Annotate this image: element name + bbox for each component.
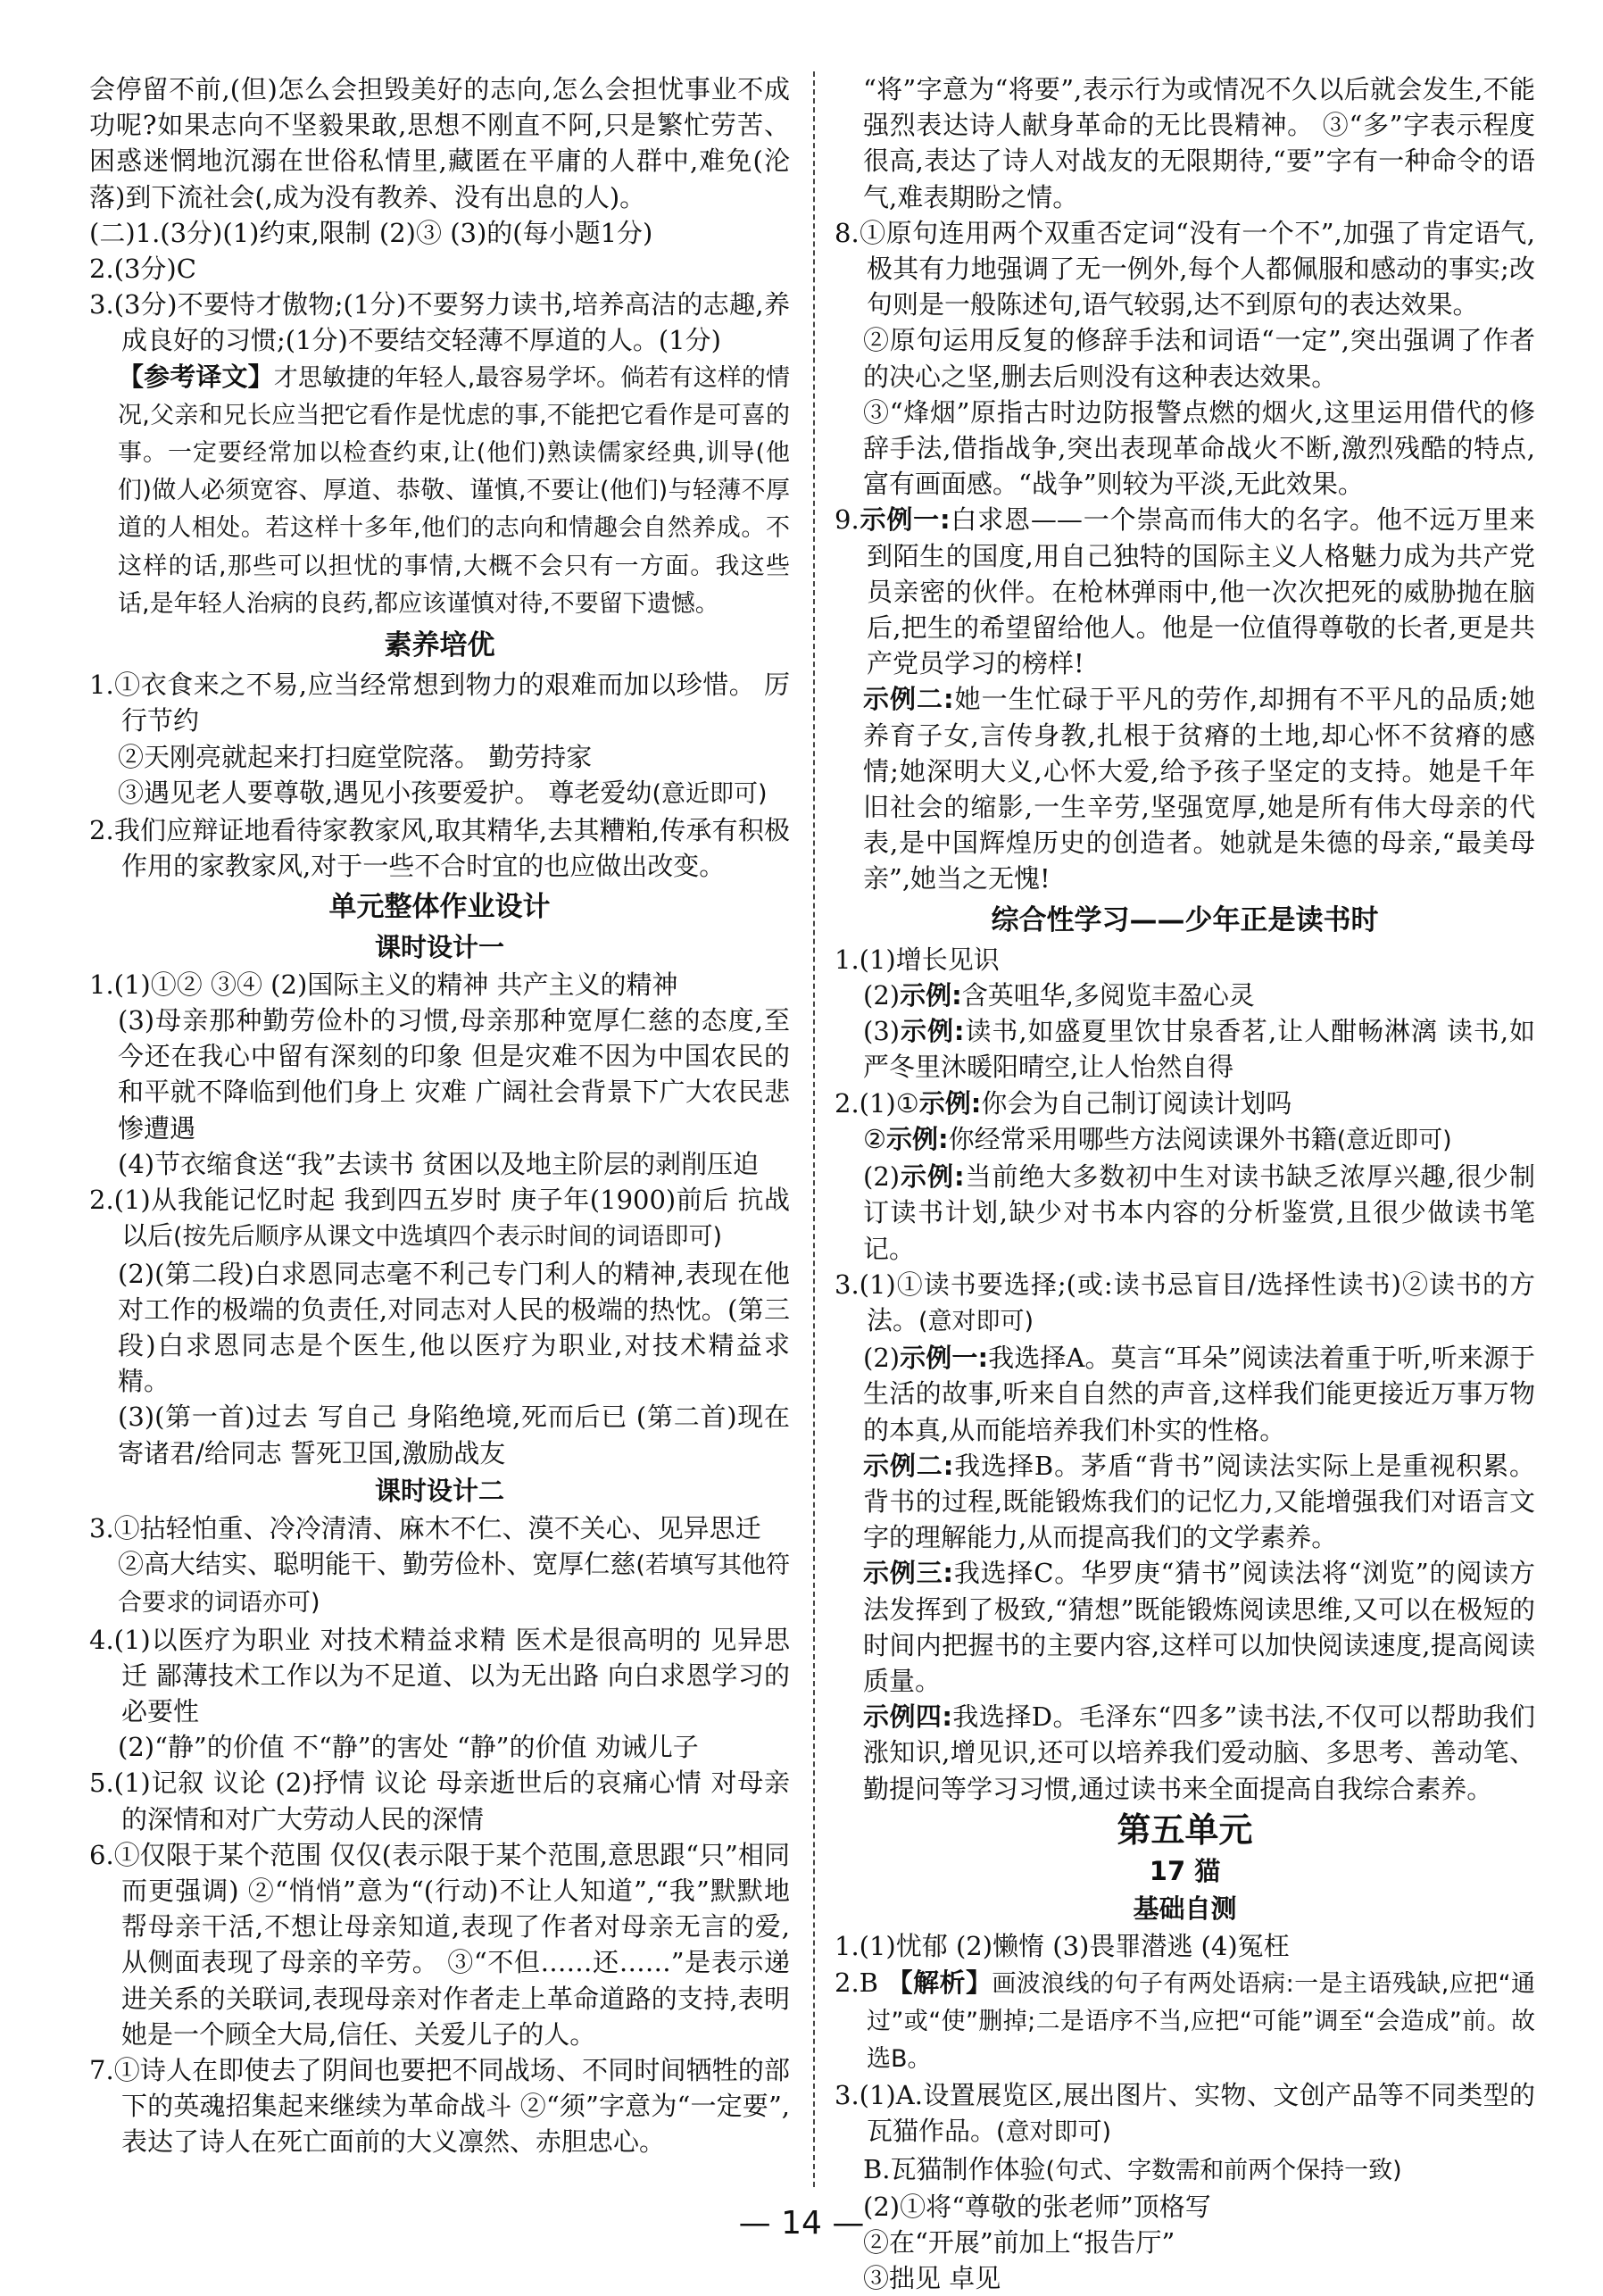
design1-2b: (2)(第二段)白求恩同志毫不利己专门利人的精神,表现在他对工作的极端的负责任,对同志对人民的极端的热忱。(第三段)白求恩同志是个医生,他以医疗为职业,对技术精益求精。 (118, 1258, 790, 1397)
column-divider (813, 71, 815, 2187)
suyang-2: 2.我们应辩证地看待家教家风,取其精华,去其糟粕,传承有积极作用的家教家风,对于一些不合时宜的也应做出改变。 (89, 815, 790, 882)
basic-3a (835, 2077, 1535, 2150)
z3c (835, 1448, 1535, 1556)
design1-1b: (3)母亲那种勤劳俭朴的习惯,母亲那种宽厚仁慈的态度,至今还在我心中留有深刻的印象 但是灾难不因为中国农民的和平就不降临到他们身上 灾难 广阔社会背景下广大农民悲惨遭遇 (118, 1005, 790, 1144)
answer-9-example-2 (835, 681, 1535, 896)
unit-design-title: 单元整体作业设计 (328, 891, 551, 924)
example-label: 示例一: (900, 1343, 989, 1374)
answer-2-2: 2.(3分)C (89, 254, 196, 285)
basic-test-title: 基础自测 (1133, 1893, 1237, 1925)
z1b: (2)示例:含英咀华,多阅览丰盈心灵 (863, 980, 1255, 1011)
z3b-text: 我选择A。莫言“耳朵”阅读法着重于听,听来源于生活的故事,听来自自然的声音,这样我们能更接近万事万物的本真,从而能培养我们朴实的性格。 (863, 1343, 1535, 1445)
z3e (835, 1699, 1535, 1807)
z3c-text: 我选择B。茅盾“背书”阅读法实际上是重视积累。背书的过程,既能锻炼我们的记忆力,又能增强我们对语言文字的理解能力,从而提高我们的文学素养。 (863, 1450, 1535, 1553)
example-label: 示例: (918, 1087, 982, 1119)
z1a: 1.(1)增长见识 (835, 944, 1000, 975)
basic-2-answer: 2.B (835, 1967, 878, 1998)
lesson-design-2-title: 课时设计二 (374, 1475, 504, 1506)
design1-2a-text: 2.(1)从我能记忆时起 我到四五岁时 庚子年(1900)前后 抗战以后 (89, 1185, 790, 1252)
suyang-1c-note: (意近即可) (652, 779, 768, 808)
lesson-title: 17 猫 (1149, 1855, 1221, 1886)
lesson-design-1-title: 课时设计一 (374, 931, 504, 962)
example-text: 她一生忙碌于平凡的劳作,却拥有不平凡的品质;她养育子女,言传身教,扎根于贫瘠的土地,却心怀不贫瘠的感情;她深明大义,心怀大爱,给予孩子坚定的支持。她是千年旧社会的缩影,一生辛劳,坚强宽厚,她是所有伟大母亲的代表,是中国辉煌历史的创造者。她就是朱德的母亲,“最美母亲”,她当之无愧! (863, 684, 1535, 894)
design1-2a-note: (按先后顺序从课文中选填四个表示时间的词语即可) (173, 1223, 723, 1252)
example-label: 示例: (900, 1016, 965, 1047)
z3d-text: 我选择C。华罗庚“猜书”阅读法将“浏览”的阅读方法发挥到了极致,“猜想”既能锻炼阅读思维,又可以在极短的时间内把握书的主要内容,这样可以加快阅读速度,提高阅读质量。 (863, 1558, 1535, 1696)
basic-1: 1.(1)忧郁 (2)懒惰 (3)畏罪潜逃 (4)冤枉 (835, 1931, 1290, 1962)
answer-9-example-1: 9.示例一:白求恩——一个崇高而伟大的名字。他不远万里来到陌生的国度,用自己独特的国际主义人格魅力成为共产党员亲密的伙伴。在枪林弹雨中,他一次次把死的威胁抛在脑后,把生的希望留给他人。他是一位值得尊敬的长者,更是共产党员学习的榜样! (835, 504, 1535, 679)
basic-2-analysis: 画波浪线的句子有两处语病:一是主语残缺,应把“通过”或“使”删掉;二是语序不当,应把“可能”调至“会造成”前。故选B。 (867, 1969, 1535, 2073)
z3a-note: (意对即可) (918, 1307, 1034, 1335)
basic-3b (835, 2151, 1535, 2189)
answer-8-3: ③“烽烟”原指古时边防报警点燃的烟火,这里运用借代的修辞手法,借指战争,突出表现革命战火不断,激烈残酷的特点,富有画面感。“战争”则较为平淡,无此效果。 (863, 396, 1535, 500)
example-label: 示例: (900, 980, 962, 1011)
analysis-label: 【解析】 (886, 1967, 993, 1998)
left-top-paragraph: 会停留不前,(但)怎么会担毁美好的志向,怎么会担忧事业不成功呢?如果志向不坚毅果敢,思想不刚直不阿,只是繁忙劳苦、困惑迷惘地沉溺在世俗私情里,藏匿在平庸的人群中,难免(沦落)到下流社会(,成为没有教养、没有出息的人)。 (89, 74, 790, 212)
example-label: 示例二: (863, 1450, 954, 1481)
example-label: 示例一: (859, 504, 951, 536)
basic-3b-note: (句式、字数需和前两个保持一致) (1045, 2156, 1402, 2184)
basic-3b-text: B.瓦猫制作体验 (863, 2153, 1046, 2184)
z2c: (2)示例:当前绝大多数初中生对读书缺乏浓厚兴趣,很少制订读书计划,缺少对书本内容的分析鉴赏,且很少做读书笔记。 (863, 1161, 1535, 1264)
suyang-1b: ②天刚亮就起来打扫庭堂院落。 勤劳持家 (118, 741, 593, 772)
right-column (835, 71, 1535, 2296)
basic-3a-text: 3.(1)A.设置展览区,展出图片、实物、文创产品等不同类型的瓦猫作品。 (835, 2080, 1535, 2147)
translation-text: 才思敏捷的年轻人,最容易学坏。倘若有这样的情况,父亲和兄长应当把它看作是忧虑的事,不能把它看作是可喜的事。一定要经常加以检查约束,让(他们)熟读儒家经典,训导(他们)做人必须宽容、厚道、恭敬、谨慎,不要让(他们)与轻薄不厚道的人相处。若这样十多年,他们的志向和情趣会自然养成。不这样的话,那些可以担忧的事情,大概不会只有一方面。我这些话,是年轻人治病的良药,都应该谨慎对待,不要留下遗憾。 (118, 363, 790, 618)
z1c: (3)示例:读书,如盛夏里饮甘泉香茗,让人酣畅淋漓 读书,如严冬里沐暖阳晴空,让人怡然自得 (863, 1016, 1536, 1083)
page-number: — 14 — (738, 2205, 865, 2242)
basic-3c: (2)①将“尊敬的张老师”顶格写 (863, 2191, 1211, 2222)
design2-3a: 3.①拈轻怕重、冷冷清清、麻木不仁、漠不关心、见异思迁 (89, 1512, 761, 1543)
suyang-1c (89, 775, 790, 812)
design2-3b-note: (若填写其他符合要求的词语亦可) (118, 1551, 790, 1618)
example-label: 示例二: (863, 684, 954, 715)
design1-1c: (4)节衣缩食送“我”去读书 贫困以及地主阶层的剥削压迫 (118, 1148, 759, 1179)
design2-3b-text: ②高大结实、聪明能干、勤劳俭朴、宽厚仁慈 (118, 1549, 636, 1580)
answer-2-1: (二)1.(3分)(1)约束,限制 (2)③ (3)的(每小题1分) (89, 217, 653, 248)
z2b-note: (意近即可) (1336, 1126, 1452, 1154)
basic-3e: ③拙见 卓见 (863, 2263, 1001, 2294)
translation-label: 【参考译文】 (118, 361, 274, 392)
z3d (835, 1555, 1535, 1699)
z2a-text: 你会为自己制订阅读计划吗 (981, 1087, 1292, 1119)
example-label: 示例: (900, 1161, 965, 1193)
right-top-paragraph: “将”字意为“将要”,表示行为或情况不久以后就会发生,不能强烈表达诗人献身革命的无比畏精神。 ③“多”字表示程度很高,表达了诗人对战友的无限期待,“要”字有一种命令的语气,难表期盼之情。 (863, 74, 1535, 212)
answer-8-2: ②原句运用反复的修辞手法和词语“一定”,突出强调了作者的决心之坚,删去后则没有这种表达效果。 (863, 325, 1535, 392)
z3e-text: 我选择D。毛泽东“四多”读书法,不仅可以帮助我们涨知识,增见识,还可以培养我们爱动脑、多思考、善动笔、勤提问等学习习惯,通过读书来全面提高自我综合素养。 (863, 1701, 1535, 1804)
design1-1a: 1.(1)①② ③④ (2)国际主义的精神 共产主义的精神 (89, 969, 678, 1000)
z2a: 2.(1)①示例:你会为自己制订阅读计划吗 (835, 1087, 1292, 1119)
z2b: ②示例:你经常采用哪些方法阅读课外书籍(意近即可) (863, 1123, 1452, 1154)
section-title-suyang: 素养培优 (384, 629, 495, 662)
z1b-text: 含英咀华,多阅览丰盈心灵 (961, 980, 1255, 1011)
suyang-1a: 1.①衣食来之不易,应当经常想到物力的艰难而加以珍惜。 厉行节约 (89, 670, 790, 736)
unit-5-title: 第五单元 (1117, 1809, 1253, 1850)
z2b-text: 你经常采用哪些方法阅读课外书籍 (948, 1123, 1337, 1154)
reference-translation (89, 359, 790, 622)
example-text: 白求恩——一个崇高而伟大的名字。他不远万里来到陌生的国度,用自己独特的国际主义人格魅力成为共产党员亲密的伙伴。在枪林弹雨中,他一次次把死的威胁抛在脑后,把生的希望留给他人。他是一位值得尊敬的长者,更是共产党员学习的榜样! (867, 504, 1535, 679)
design2-6: 6.①仅限于某个范围 仅仅(表示限于某个范围,意思跟“只”相同而更强调) ②“悄悄”意为“(行动)不让人知道”,“我”默默地帮母亲干活,不想让母亲知道,表现了作者对母亲无言的爱,从侧面表现了母亲的辛劳。 ③“不但……还……”是表示递进关系的关联词,表现母亲对作者走上革命道路的支持,表明她是一个顾全大局,信任、关爱儿子的人。 (89, 1839, 790, 2050)
comprehensive-study-title: 综合性学习——少年正是读书时 (991, 903, 1379, 936)
z3a-text: 3.(1)①读书要选择;(或:读书忌盲目/选择性读书)②读书的方法。 (835, 1269, 1535, 1335)
z1c-text: 读书,如盛夏里饮甘泉香茗,让人酣畅淋漓 读书,如严冬里沐暖阳晴空,让人怡然自得 (863, 1016, 1536, 1083)
answer-2-3: 3.(3分)不要恃才傲物;(1分)不要努力读书,培养高洁的志趣,养成良好的习惯;(1分)不要结交轻薄不厚道的人。(1分) (89, 289, 790, 356)
design2-4a: 4.(1)以医疗为职业 对技术精益求精 医术是很高明的 见异思迁 鄙薄技术工作以为不足道、以为无出路 向白求恩学习的必要性 (89, 1624, 790, 1726)
design2-5: 5.(1)记叙 议论 (2)抒情 议论 母亲逝世后的哀痛心情 对母亲的深情和对广大劳动人民的深情 (89, 1768, 790, 1834)
basic-3d: ②在“开展”前加上“报告厅” (863, 2226, 1175, 2258)
z2c-text: 当前绝大多数初中生对读书缺乏浓厚兴趣,很少制订读书计划,缺少对书本内容的分析鉴赏,且很少做读书笔记。 (863, 1161, 1535, 1264)
design1-2a (89, 1182, 790, 1255)
design2-7: 7.①诗人在即使去了阴间也要把不同战场、不同时间牺牲的部下的英魂招集起来继续为革命战斗 ②“须”字意为“一定要”,表达了诗人在死亡面前的大义凛然、赤胆忠心。 (89, 2054, 790, 2158)
z3a (835, 1267, 1535, 1340)
example-label: 示例三: (863, 1558, 954, 1589)
example-label: 示例: (886, 1123, 949, 1154)
answer-8-1: 8.①原句连用两个双重否定词“没有一个不”,加强了肯定语气,极其有力地强调了无一例外,每个人都佩服和感动的事实;改句则是一般陈述句,语气较弱,达不到原句的表达效果。 (835, 217, 1535, 320)
design1-2c: (3)(第一首)过去 写自己 身陷绝境,死而后已 (第二首)现在 寄诸君/给同志 誓死卫国,激励战友 (118, 1402, 790, 1468)
z3b: (2)示例一:我选择A。莫言“耳朵”阅读法着重于听,听来源于生活的故事,听来自自然的声音,这样我们能更接近万事万物的本真,从而能培养我们朴实的性格。 (863, 1343, 1535, 1445)
left-column (89, 71, 790, 2160)
basic-2 (835, 1965, 1535, 2078)
suyang-1c-text: ③遇见老人要尊敬,遇见小孩要爱护。 尊老爱幼 (118, 777, 652, 808)
example-label: 示例四: (863, 1701, 952, 1733)
basic-3a-note: (意对即可) (996, 2118, 1112, 2147)
design2-4b: (2)“静”的价值 不“静”的害处 “静”的价值 劝诫儿子 (118, 1732, 699, 1763)
design2-3b (89, 1546, 790, 1621)
